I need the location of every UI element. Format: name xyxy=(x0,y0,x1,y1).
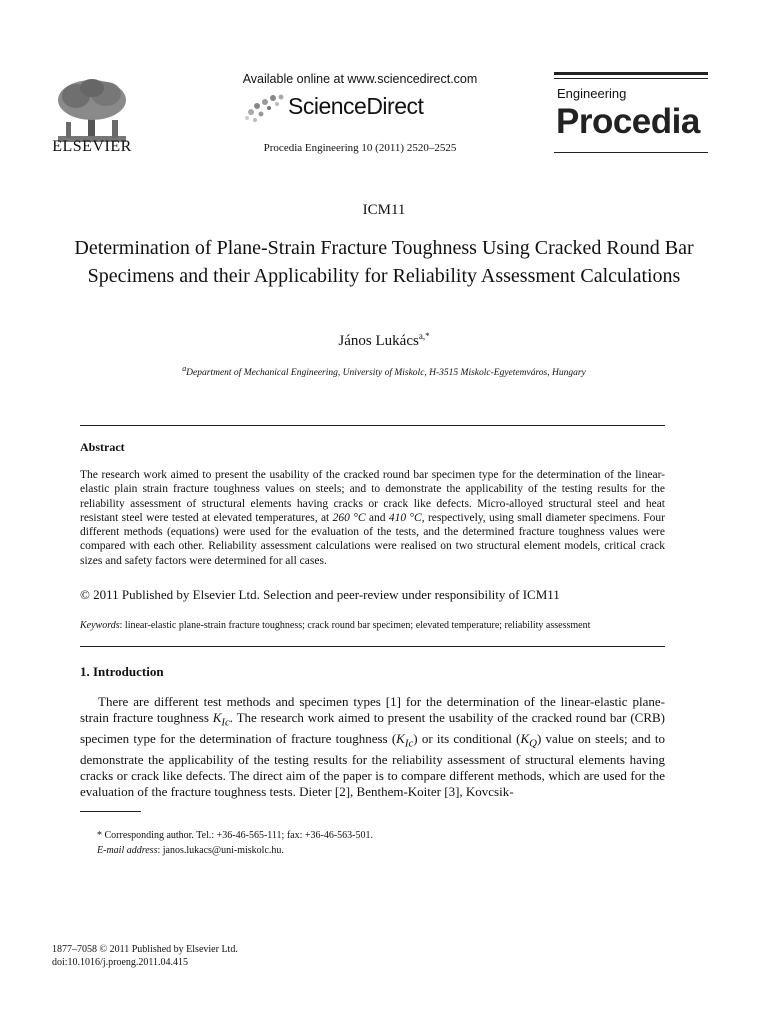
conference-name: ICM11 xyxy=(362,202,406,218)
procedia-rule-top-thin xyxy=(554,78,708,79)
sciencedirect-dots-icon xyxy=(243,92,289,126)
introduction-text: There are different test methods and specimen types [1] for the determination of the linear-elastic plane-strain fracture toughness $K_{Ic}$. The research work aimed to present the usability of the cracked round bar (CRB) specimen type for the determination of fracture toughness $(K_{Ic})$ or its conditional $(K_Q)$ value on steels; and to demonstrate the applicability of the testing results for the reliability assessment of structural elements having cracks or crack like defects. The direct aim of the paper is to compare different methods, which are used for the evaluation of the fracture toughness tests. Dieter [2], Benthem-Koiter [3], Kovcsik- xyxy=(80,694,666,800)
keywords: Keywords: linear-elastic plane-strain fracture toughness; crack round bar specimen; elevated temperature; reliability assessment xyxy=(80,620,591,631)
abstract-text: The research work aimed to present the usability of the cracked round bar specimen type for the determination of the linear-elastic plain strain fracture toughness values on steels; and to demonstrate the applicability of the testing results for the reliability assessment of structural elements having cracks or crack like defects. Micro-alloyed structural steel and heat resistant steel were tested at elevated temperatures, at 260 °C and 410 °C, respectively, using small diameter specimens. Four different methods (equations) were used for the evaluation of the tests, and the determined fracture toughness values were compared with each other. Reliability assessment calculations were realised on two structural element models, critical crack sizes and safety factors were determined for all cases. xyxy=(80,469,665,567)
procedia-rule-bottom xyxy=(554,152,708,153)
introduction-heading: 1. Introduction xyxy=(80,664,164,679)
author-mark: a,* xyxy=(418,331,430,341)
author-name: János Lukács xyxy=(338,333,419,349)
divider-top xyxy=(80,425,665,426)
author-line xyxy=(0,331,768,350)
corresponding-author-footnote: * Corresponding author. Tel.: +36-46-565-111; fax: +36-46-563-501. xyxy=(97,830,374,841)
email-link[interactable]: : janos.lukacs@uni-miskolc.hu. xyxy=(157,845,284,856)
journal-reference: Procedia Engineering 10 (2011) 2520–2525 xyxy=(263,142,457,154)
available-online-text[interactable]: Available online at www.sciencedirect.com xyxy=(242,72,478,86)
elsevier-wordmark: ELSEVIER xyxy=(52,138,132,155)
copyright-line: © 2011 Published by Elsevier Ltd. Selection and peer-review under responsibility of ICM11 xyxy=(80,587,560,602)
procedia-rule-top xyxy=(554,72,708,75)
paper-title: Determination of Plane-Strain Fracture Toughness Using Cracked Round Bar Specimens and their Applicability for Reliability Assessment Calculations xyxy=(74,237,694,287)
affiliation: $^a$Department of Mechanical Engineering, University of Miskolc, H-3515 Miskolc-Egyetemváros, Hungary xyxy=(182,364,586,379)
footnote-rule xyxy=(80,811,141,812)
affiliation-mark: a xyxy=(182,364,187,373)
journal-section: Engineering xyxy=(557,86,627,101)
issn-footer: 1877–7058 © 2011 Published by Elsevier Ltd. xyxy=(52,944,238,955)
abstract-heading: Abstract xyxy=(80,440,125,454)
sciencedirect-logo: ScienceDirect xyxy=(288,93,424,119)
email-footnote: E-mail address: janos.lukacs@uni-miskolc.hu. xyxy=(97,845,284,856)
divider-bottom xyxy=(80,646,665,647)
procedia-logo: Procedia xyxy=(556,102,700,141)
doi-link[interactable]: doi:10.1016/j.proeng.2011.04.415 xyxy=(52,957,189,968)
